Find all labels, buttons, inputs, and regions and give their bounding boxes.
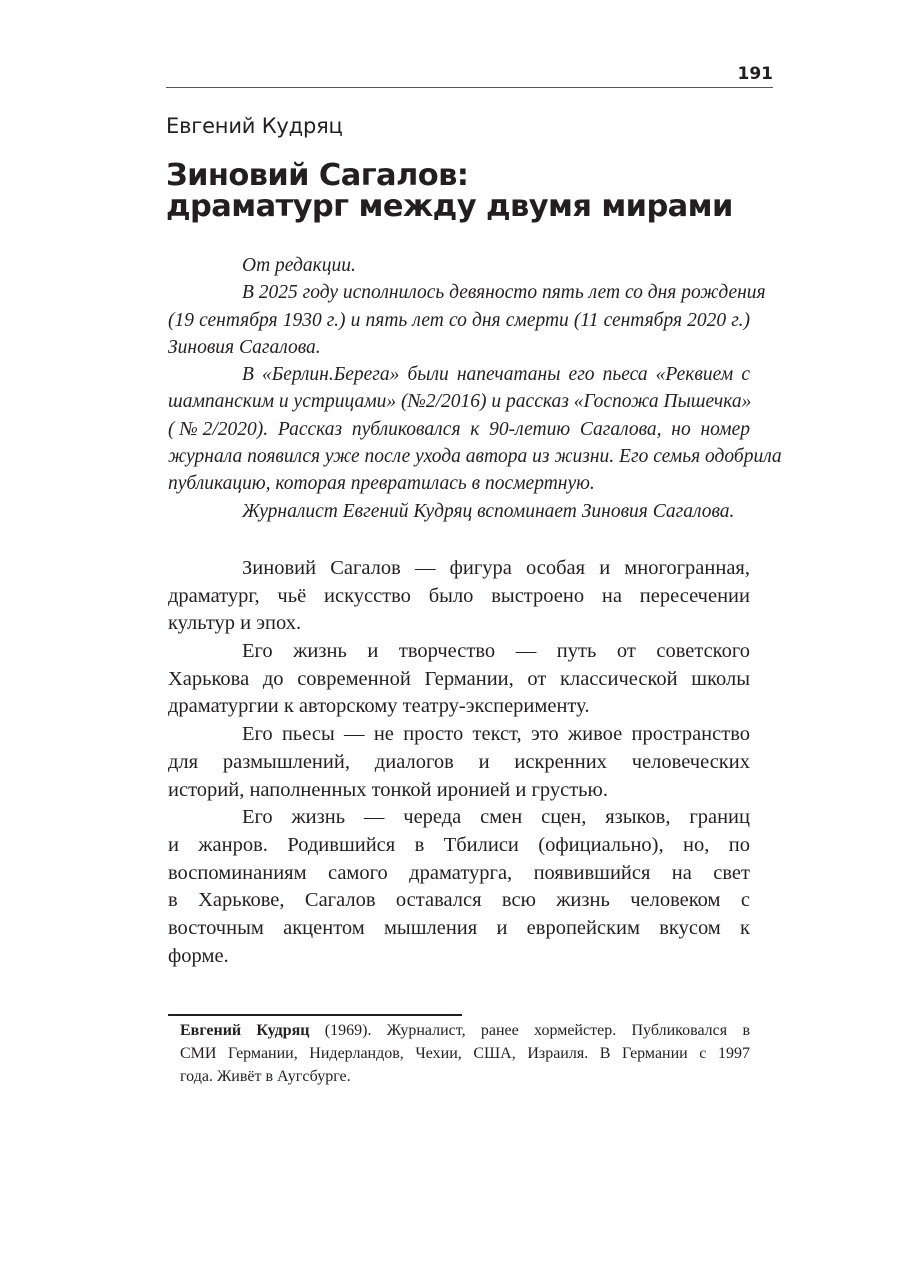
- editor-note-heading: От редакции.: [242, 255, 356, 276]
- footnote-line: СМИ Германии, Нидерландов, Чехии, США, Израиля. В Германии с 1997: [180, 1045, 750, 1062]
- body-line: Его пьесы — не просто текст, это живое пространство: [242, 723, 750, 746]
- body-line: для размышлений, диалогов и искренних человеческих: [168, 750, 750, 773]
- body-line: восточным акцентом мышления и европейским вкусом к: [168, 916, 750, 939]
- article-title: [166, 160, 733, 222]
- editor-note-line: (19 сентября 1930 г.) и пять лет со дня смерти (11 сентября 2020 г.): [168, 309, 750, 331]
- body-line: Его жизнь — череда смен сцен, языков, границ: [242, 806, 750, 829]
- editor-note-line: шампанским и устрицами» (№2/2016) и рассказ «Госпожа Пышечка»: [168, 391, 752, 413]
- editor-note-line: публикацию, которая превратилась в посмертную.: [168, 473, 595, 495]
- footnote-rule: [168, 1014, 462, 1016]
- body-line: воспоминаниям самого драматурга, появившийся на свет: [168, 861, 750, 884]
- body-line: в Харькове, Сагалов оставался всю жизнь человеком с: [168, 889, 750, 912]
- editor-note: [168, 252, 782, 525]
- header-rule: [166, 87, 773, 88]
- body-line: историй, наполненных тонкой иронией и грустью.: [168, 778, 608, 801]
- body-line: и жанров. Родившийся в Тбилиси (официально), но, по: [168, 833, 750, 856]
- title-line: Зиновий Сагалов:: [166, 158, 469, 193]
- footnote-line: года. Живёт в Аугсбурге.: [180, 1068, 351, 1085]
- page-number: 191: [737, 64, 773, 84]
- body-line: драматургии к авторскому театру-эксперименту.: [168, 695, 590, 718]
- title-line: драматург между двумя мирами: [166, 189, 733, 224]
- editor-note-line: Журналист Евгений Кудряц вспоминает Зиновия Сагалова.: [242, 500, 735, 522]
- footnote: [180, 1019, 750, 1088]
- body-line: форме.: [168, 944, 229, 967]
- editor-note-line: В «Берлин.Берега» были напечатаны его пьеса «Реквием с: [242, 364, 750, 386]
- article-author: Евгений Кудряц: [166, 114, 343, 138]
- body-line: Его жизнь и творчество — путь от советского: [242, 640, 750, 663]
- body-line: драматург, чьё искусство было выстроено на пересечении: [168, 584, 750, 607]
- editor-note-line: В 2025 году исполнилось девяносто пять лет со дня рождения: [242, 282, 766, 304]
- editor-note-line: журнала появился уже после ухода автора из жизни. Его семья одобрила: [168, 446, 782, 468]
- footnote-line: [180, 1019, 750, 1042]
- article-body: [168, 555, 750, 970]
- body-line: Харькова до современной Германии, от классической школы: [168, 667, 750, 690]
- footnote-text: (1969). Журналист, ранее хормейстер. Публиковался в: [309, 1022, 750, 1039]
- footnote-author-name: Евгений Кудряц: [180, 1022, 310, 1039]
- body-line: культур и эпох.: [168, 612, 302, 635]
- editor-note-line: (№2/2020). Рассказ публиковался к 90-летию Сагалова, но номер: [168, 418, 750, 440]
- body-line: Зиновий Сагалов — фигура особая и многогранная,: [242, 557, 750, 579]
- editor-note-line: Зиновия Сагалова.: [168, 336, 321, 358]
